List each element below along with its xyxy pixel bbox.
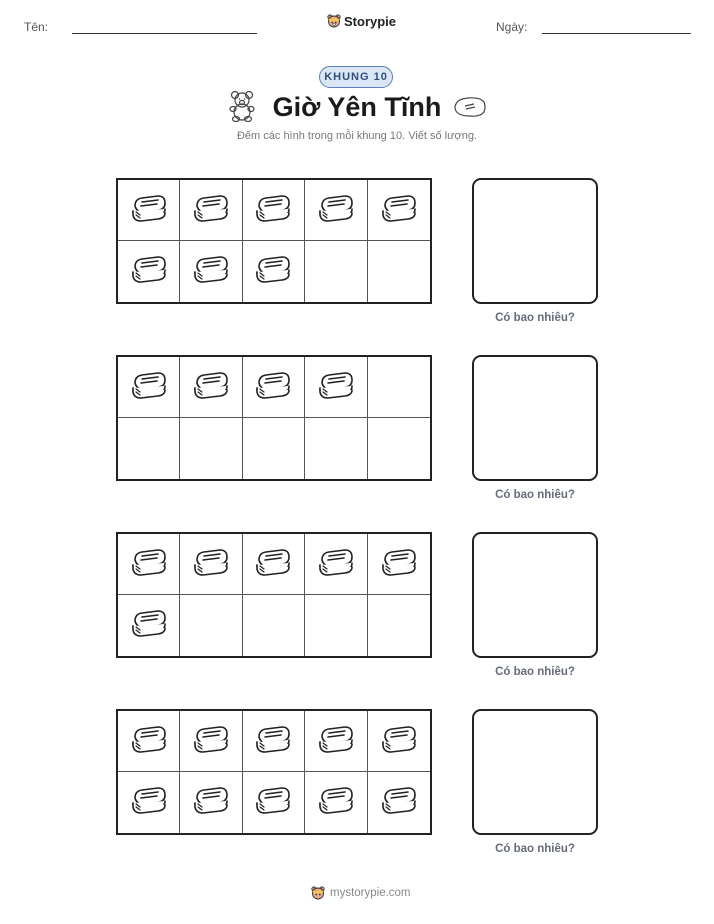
- ten-frame-cell: [305, 418, 367, 479]
- page-title: Giờ Yên Tĩnh: [272, 92, 442, 122]
- answer-box[interactable]: [472, 532, 598, 658]
- ten-frame-cell: [305, 180, 367, 241]
- folded-blanket-icon: [252, 545, 294, 584]
- ten-frame-cell: [180, 180, 242, 241]
- folded-blanket-icon: [252, 191, 294, 230]
- folded-blanket-icon: [315, 368, 357, 407]
- count-question: Có bao nhiêu?: [495, 489, 575, 501]
- title-row: [0, 89, 714, 125]
- ten-frame-cell: [243, 418, 305, 479]
- folded-blanket-icon: [315, 722, 357, 761]
- folded-blanket-icon: [190, 252, 232, 291]
- footer: [310, 885, 411, 901]
- count-question: Có bao nhiêu?: [495, 843, 575, 855]
- folded-blanket-icon: [378, 545, 420, 584]
- ten-frame-cell: [118, 772, 180, 833]
- ten-frame-cell: [243, 180, 305, 241]
- ten-frame: [116, 532, 432, 658]
- ten-frame-cell: [305, 711, 367, 772]
- ten-frame-cell: [368, 180, 430, 241]
- ten-frame-cell: [180, 241, 242, 302]
- name-label: Tên:: [24, 20, 49, 34]
- folded-blanket-icon: [128, 368, 170, 407]
- folded-blanket-icon: [315, 191, 357, 230]
- ten-frame: [116, 709, 432, 835]
- folded-blanket-icon: [128, 606, 170, 645]
- ten-frame: [116, 178, 432, 304]
- ten-frame-cell: [118, 241, 180, 302]
- folded-blanket-icon: [378, 783, 420, 822]
- ten-frame-cell: [305, 241, 367, 302]
- ten-frame-cell: [305, 534, 367, 595]
- ten-frame-cell: [368, 241, 430, 302]
- answer-box[interactable]: [472, 355, 598, 481]
- folded-blanket-icon: [315, 783, 357, 822]
- ten-frame-cell: [118, 418, 180, 479]
- ten-frame-cell: [118, 711, 180, 772]
- count-question: Có bao nhiêu?: [495, 312, 575, 324]
- ten-frame-cell: [180, 357, 242, 418]
- folded-blanket-icon: [190, 783, 232, 822]
- brand-name: Storypie: [344, 13, 397, 29]
- folded-blanket-icon: [252, 252, 294, 291]
- pillow-icon: [453, 95, 487, 119]
- folded-blanket-icon: [378, 191, 420, 230]
- footer-url: mystorypie.com: [330, 887, 411, 899]
- folded-blanket-icon: [190, 722, 232, 761]
- instructions: Đếm các hình trong mỗi khung 10. Viết số lượng.: [236, 130, 477, 142]
- ten-frame-cell: [368, 534, 430, 595]
- folded-blanket-icon: [128, 722, 170, 761]
- ten-frame-cell: [180, 534, 242, 595]
- folded-blanket-icon: [128, 545, 170, 584]
- ten-frame-cell: [243, 241, 305, 302]
- storypie-bear-icon: [310, 885, 326, 901]
- folded-blanket-icon: [252, 368, 294, 407]
- folded-blanket-icon: [252, 783, 294, 822]
- name-line[interactable]: [72, 33, 257, 34]
- ten-frame-cell: [243, 772, 305, 833]
- ten-frame-cell: [118, 534, 180, 595]
- ten-frame-cell: [243, 357, 305, 418]
- ten-frame-cell: [118, 357, 180, 418]
- ten-frame-cell: [368, 772, 430, 833]
- ten-frame-cell: [180, 711, 242, 772]
- storypie-bear-icon: [326, 13, 342, 29]
- date-label: Ngày:: [496, 20, 528, 34]
- brand-logo: [326, 13, 396, 29]
- date-line[interactable]: [542, 33, 691, 34]
- folded-blanket-icon: [128, 191, 170, 230]
- answer-box[interactable]: [472, 709, 598, 835]
- ten-frame-badge: KHUNG 10: [319, 66, 393, 88]
- count-question: Có bao nhiêu?: [495, 666, 575, 678]
- ten-frame-cell: [368, 711, 430, 772]
- ten-frame-cell: [243, 711, 305, 772]
- ten-frame-cell: [305, 595, 367, 656]
- ten-frame-cell: [180, 418, 242, 479]
- folded-blanket-icon: [128, 252, 170, 291]
- folded-blanket-icon: [190, 191, 232, 230]
- ten-frame-cell: [305, 357, 367, 418]
- answer-box[interactable]: [472, 178, 598, 304]
- folded-blanket-icon: [190, 545, 232, 584]
- ten-frame-cell: [368, 357, 430, 418]
- ten-frame-cell: [305, 772, 367, 833]
- ten-frame-cell: [368, 595, 430, 656]
- folded-blanket-icon: [378, 722, 420, 761]
- ten-frame-cell: [180, 595, 242, 656]
- ten-frame: [116, 355, 432, 481]
- folded-blanket-icon: [128, 783, 170, 822]
- folded-blanket-icon: [315, 545, 357, 584]
- ten-frame-cell: [118, 595, 180, 656]
- ten-frame-cell: [118, 180, 180, 241]
- ten-frame-cell: [243, 595, 305, 656]
- ten-frame-cell: [368, 418, 430, 479]
- ten-frame-cell: [243, 534, 305, 595]
- folded-blanket-icon: [190, 368, 232, 407]
- folded-blanket-icon: [252, 722, 294, 761]
- ten-frame-cell: [180, 772, 242, 833]
